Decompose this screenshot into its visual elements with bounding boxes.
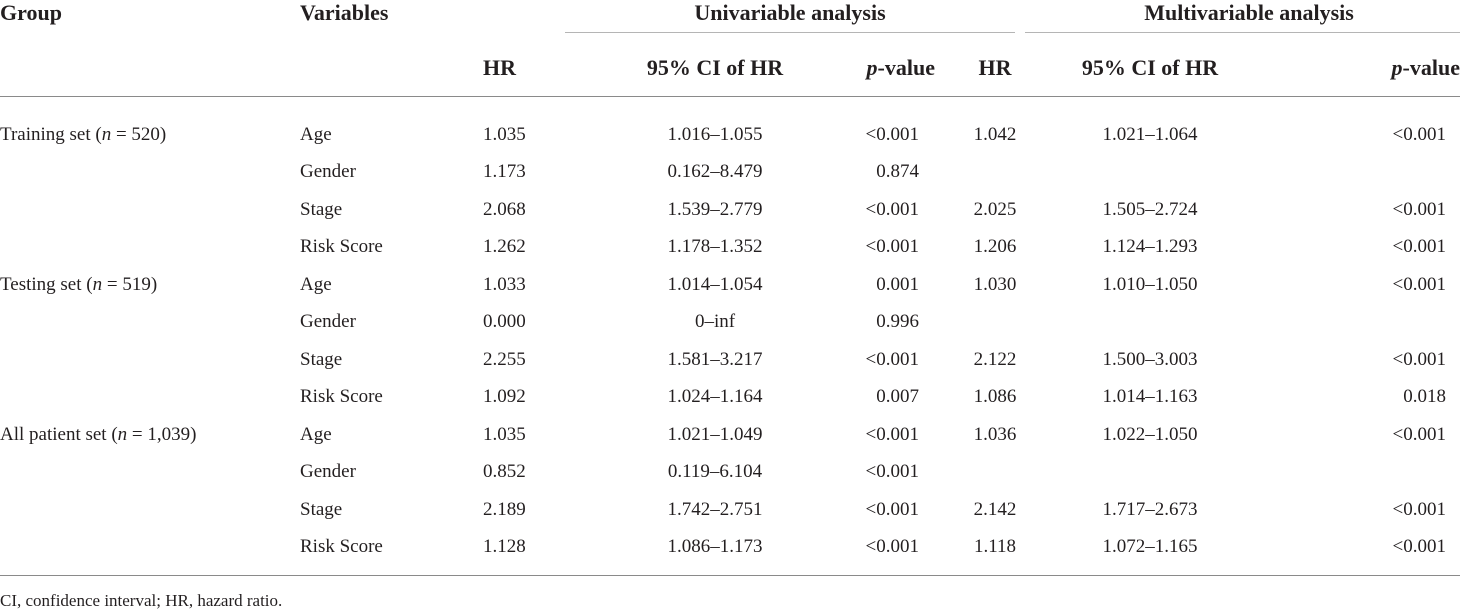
cell-multivariable-p: <0.001	[1392, 498, 1446, 520]
cell-variable: Stage	[300, 498, 343, 520]
table-row	[0, 529, 1460, 567]
cell-univariable-p: <0.001	[865, 348, 919, 370]
cell-univariable-ci: 1.178–1.352	[667, 236, 763, 258]
header-univariable-p: p-value	[866, 55, 935, 80]
cell-multivariable-ci: 1.022–1.050	[1102, 423, 1198, 445]
cell-multivariable-ci	[1025, 454, 1230, 492]
cell-variable: Stage	[300, 348, 343, 370]
cell-multivariable-hr	[935, 304, 1025, 342]
cell-variable: Gender	[300, 311, 356, 333]
cell-variable: Age	[300, 273, 332, 295]
cell-univariable-p: 0.001	[876, 273, 919, 295]
header-univariable: Univariable analysis	[565, 0, 1015, 33]
cell-variable: Gender	[300, 461, 356, 483]
cell-univariable-hr: 1.092	[483, 386, 526, 408]
cell-univariable-ci: 1.742–2.751	[667, 498, 763, 520]
table-row	[0, 154, 1460, 192]
table-footnote: CI, confidence interval; HR, hazard ratio.	[0, 591, 283, 610]
cell-multivariable-hr	[935, 154, 1025, 192]
cell-multivariable-ci: 1.010–1.050	[1102, 273, 1198, 295]
cell-univariable-ci: 1.086–1.173	[667, 536, 763, 558]
cell-multivariable-ci	[1025, 154, 1230, 192]
cell-multivariable-p: 0.018	[1403, 386, 1446, 408]
cell-univariable-ci: 1.581–3.217	[667, 348, 763, 370]
header-row-groups	[0, 0, 1460, 40]
table-row	[0, 491, 1460, 529]
header-multivariable-p: p-value	[1391, 55, 1460, 80]
cell-variable: Age	[300, 423, 332, 445]
cell-multivariable-p: <0.001	[1392, 236, 1446, 258]
cell-univariable-hr: 1.262	[483, 236, 526, 258]
cell-univariable-hr: 2.255	[483, 348, 526, 370]
header-row-columns	[0, 40, 1460, 97]
cell-univariable-hr: 2.189	[483, 498, 526, 520]
cell-multivariable-hr: 1.036	[973, 423, 1017, 445]
cell-multivariable-ci: 1.021–1.064	[1102, 123, 1198, 145]
cell-multivariable-ci: 1.014–1.163	[1102, 386, 1198, 408]
cell-variable: Risk Score	[300, 386, 383, 408]
cell-univariable-p: 0.874	[876, 161, 919, 183]
cell-multivariable-p: <0.001	[1392, 123, 1446, 145]
cell-multivariable-p: <0.001	[1392, 273, 1446, 295]
cell-multivariable-p: <0.001	[1392, 423, 1446, 445]
cell-univariable-ci: 1.014–1.054	[667, 273, 763, 295]
table-row	[0, 229, 1460, 267]
header-variables: Variables	[300, 0, 389, 25]
cell-multivariable-hr	[935, 454, 1025, 492]
cell-univariable-ci: 0.119–6.104	[667, 461, 763, 483]
cell-group: Testing set (n = 519)	[0, 273, 158, 295]
header-multivariable: Multivariable analysis	[1025, 0, 1460, 33]
cell-group-empty	[0, 454, 300, 492]
cell-group: Training set (n = 520)	[0, 123, 167, 145]
cell-univariable-hr: 1.173	[483, 161, 526, 183]
table-row	[0, 191, 1460, 229]
header-univariable-hr: HR	[483, 55, 516, 80]
cell-multivariable-ci: 1.505–2.724	[1102, 198, 1198, 220]
cell-multivariable-hr: 1.206	[973, 236, 1017, 258]
cell-univariable-p: 0.996	[876, 311, 919, 333]
cell-multivariable-p	[1230, 454, 1460, 492]
cell-multivariable-ci: 1.124–1.293	[1102, 236, 1198, 258]
cell-group-empty	[0, 154, 300, 192]
cell-multivariable-ci: 1.500–3.003	[1102, 348, 1198, 370]
cell-univariable-hr: 1.128	[483, 536, 526, 558]
cell-variable: Risk Score	[300, 236, 383, 258]
cell-multivariable-ci: 1.717–2.673	[1102, 498, 1198, 520]
cell-univariable-p: <0.001	[865, 198, 919, 220]
cell-multivariable-hr: 2.025	[973, 198, 1017, 220]
cell-multivariable-ci: 1.072–1.165	[1102, 536, 1198, 558]
table-row	[0, 304, 1460, 342]
cell-group-empty	[0, 379, 300, 417]
cell-multivariable-p	[1230, 304, 1460, 342]
cell-univariable-hr: 1.035	[483, 123, 526, 145]
cell-group-empty	[0, 491, 300, 529]
cell-univariable-ci: 1.021–1.049	[667, 423, 763, 445]
cell-variable: Age	[300, 123, 332, 145]
cell-variable: Stage	[300, 198, 343, 220]
cell-univariable-p: <0.001	[865, 423, 919, 445]
header-univariable-ci: 95% CI of HR	[646, 55, 784, 80]
cell-univariable-ci: 1.539–2.779	[667, 198, 763, 220]
cell-multivariable-hr: 2.122	[973, 348, 1017, 370]
cell-multivariable-ci	[1025, 304, 1230, 342]
cell-multivariable-hr: 1.086	[973, 386, 1017, 408]
cell-univariable-p: <0.001	[865, 461, 919, 483]
cell-variable: Gender	[300, 161, 356, 183]
cell-multivariable-hr: 2.142	[973, 498, 1017, 520]
table-row	[0, 116, 1460, 154]
cell-univariable-hr: 1.035	[483, 423, 526, 445]
cell-univariable-p: <0.001	[865, 236, 919, 258]
table-row	[0, 341, 1460, 379]
cell-univariable-hr: 2.068	[483, 198, 526, 220]
cell-univariable-ci: 0–inf	[694, 311, 736, 333]
header-group: Group	[0, 0, 62, 25]
cell-multivariable-p: <0.001	[1392, 348, 1446, 370]
cell-univariable-p: 0.007	[876, 386, 919, 408]
cell-multivariable-hr: 1.030	[973, 273, 1017, 295]
cell-group-empty	[0, 304, 300, 342]
cell-variable: Risk Score	[300, 536, 383, 558]
cell-univariable-ci: 1.024–1.164	[667, 386, 763, 408]
table-row	[0, 416, 1460, 454]
cell-univariable-hr: 0.852	[483, 461, 526, 483]
table-body	[0, 116, 1460, 566]
cell-univariable-ci: 0.162–8.479	[667, 161, 763, 183]
cell-group-empty	[0, 341, 300, 379]
cell-univariable-hr: 0.000	[483, 311, 526, 333]
cell-group-empty	[0, 229, 300, 267]
cell-univariable-ci: 1.016–1.055	[667, 123, 763, 145]
cell-group: All patient set (n = 1,039)	[0, 423, 197, 445]
cell-univariable-p: <0.001	[865, 536, 919, 558]
cell-group-empty	[0, 529, 300, 567]
cell-univariable-hr: 1.033	[483, 273, 526, 295]
cell-univariable-p: <0.001	[865, 498, 919, 520]
table-row	[0, 454, 1460, 492]
cell-group-empty	[0, 191, 300, 229]
cell-multivariable-hr: 1.118	[973, 536, 1017, 558]
cell-multivariable-p	[1230, 154, 1460, 192]
table-row	[0, 266, 1460, 304]
table-row	[0, 379, 1460, 417]
cell-multivariable-p: <0.001	[1392, 198, 1446, 220]
header-multivariable-hr: HR	[978, 55, 1012, 80]
cell-multivariable-p: <0.001	[1392, 536, 1446, 558]
header-multivariable-ci: 95% CI of HR	[1081, 55, 1219, 80]
cell-univariable-p: <0.001	[865, 123, 919, 145]
cell-multivariable-hr: 1.042	[973, 123, 1017, 145]
